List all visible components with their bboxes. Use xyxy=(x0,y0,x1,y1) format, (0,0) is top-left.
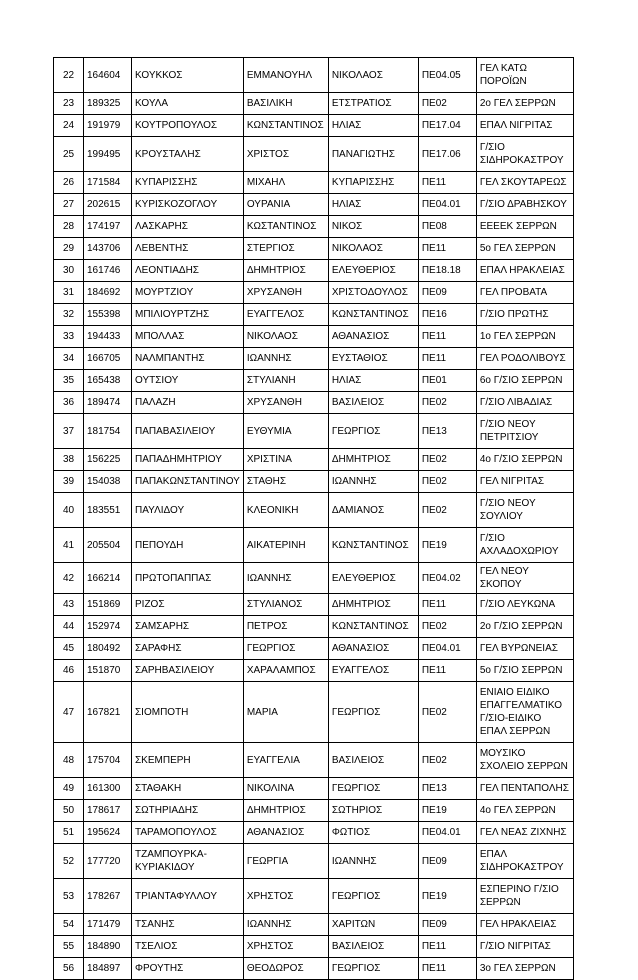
row-number: 38 xyxy=(54,449,84,471)
father-name-cell: ΓΕΩΡΓΙΟΣ xyxy=(328,958,418,980)
school-cell: ΕΠΑΛ ΣΙΔΗΡΟΚΑΣΤΡΟΥ xyxy=(476,844,573,879)
surname-cell: ΤΑΡΑΜΟΠΟΥΛΟΣ xyxy=(132,822,244,844)
specialty-cell: ΠΕ11 xyxy=(418,172,476,194)
specialty-cell: ΠΕ11 xyxy=(418,238,476,260)
school-cell: ΕΣΠΕΡΙΝΟ Γ/ΣΙΟ ΣΕΡΡΩΝ xyxy=(476,879,573,914)
surname-cell: ΣΤΑΘΑΚΗ xyxy=(132,778,244,800)
school-cell: Γ/ΣΙΟ ΝΕΟΥ ΣΟΥΛΙΟΥ xyxy=(476,493,573,528)
table-body xyxy=(54,58,574,980)
specialty-cell: ΠΕ02 xyxy=(418,616,476,638)
school-cell: 3ο ΓΕΛ ΣΕΡΡΩΝ xyxy=(476,958,573,980)
row-number: 51 xyxy=(54,822,84,844)
specialty-cell: ΠΕ02 xyxy=(418,93,476,115)
first-name-cell: ΕΥΑΓΓΕΛΟΣ xyxy=(243,304,328,326)
specialty-cell: ΠΕ11 xyxy=(418,958,476,980)
school-cell: ΓΕΛ ΡΟΔΟΛΙΒΟΥΣ xyxy=(476,348,573,370)
first-name-cell: ΚΛΕΟΝΙΚΗ xyxy=(243,493,328,528)
table-row xyxy=(54,778,574,800)
table-row xyxy=(54,844,574,879)
first-name-cell: ΧΡΗΣΤΟΣ xyxy=(243,936,328,958)
first-name-cell: ΑΙΚΑΤΕΡΙΝΗ xyxy=(243,528,328,563)
school-cell: ΓΕΛ ΝΕΟΥ ΣΚΟΠΟΥ xyxy=(476,563,573,594)
surname-cell: ΚΟΥΤΡΟΠΟΥΛΟΣ xyxy=(132,115,244,137)
row-number: 41 xyxy=(54,528,84,563)
registry-code: 189325 xyxy=(84,93,132,115)
table-row xyxy=(54,260,574,282)
table-row xyxy=(54,414,574,449)
father-name-cell: ΗΛΙΑΣ xyxy=(328,370,418,392)
father-name-cell: ΧΡΙΣΤΟΔΟΥΛΟΣ xyxy=(328,282,418,304)
table-row xyxy=(54,216,574,238)
father-name-cell: ΚΩΝΣΤΑΝΤΙΝΟΣ xyxy=(328,528,418,563)
row-number: 27 xyxy=(54,194,84,216)
table-row xyxy=(54,282,574,304)
specialty-cell: ΠΕ02 xyxy=(418,682,476,743)
first-name-cell: ΝΙΚΟΛΙΝΑ xyxy=(243,778,328,800)
specialty-cell: ΠΕ02 xyxy=(418,392,476,414)
first-name-cell: ΚΩΣΤΑΝΤΙΝΟΣ xyxy=(243,216,328,238)
registry-code: 155398 xyxy=(84,304,132,326)
table-row xyxy=(54,616,574,638)
specialty-cell: ΠΕ11 xyxy=(418,594,476,616)
first-name-cell: ΣΤΕΡΓΙΟΣ xyxy=(243,238,328,260)
table-row xyxy=(54,348,574,370)
surname-cell: ΝΑΛΜΠΑΝΤΗΣ xyxy=(132,348,244,370)
father-name-cell: ΓΕΩΡΓΙΟΣ xyxy=(328,414,418,449)
first-name-cell: ΓΕΩΡΓΙΑ xyxy=(243,844,328,879)
first-name-cell: ΟΥΡΑΝΙΑ xyxy=(243,194,328,216)
table-row xyxy=(54,493,574,528)
registry-code: 161300 xyxy=(84,778,132,800)
specialty-cell: ΠΕ19 xyxy=(418,528,476,563)
school-cell: 2ο ΓΕΛ ΣΕΡΡΩΝ xyxy=(476,93,573,115)
school-cell: 5ο Γ/ΣΙΟ ΣΕΡΡΩΝ xyxy=(476,660,573,682)
registry-code: 166705 xyxy=(84,348,132,370)
specialty-cell: ΠΕ09 xyxy=(418,914,476,936)
registry-code: 171584 xyxy=(84,172,132,194)
row-number: 47 xyxy=(54,682,84,743)
registry-code: 194433 xyxy=(84,326,132,348)
father-name-cell: ΚΩΝΣΤΑΝΤΙΝΟΣ xyxy=(328,616,418,638)
row-number: 40 xyxy=(54,493,84,528)
school-cell: Γ/ΣΙΟ ΛΕΥΚΩΝΑ xyxy=(476,594,573,616)
table-row xyxy=(54,58,574,93)
table-row xyxy=(54,326,574,348)
father-name-cell: ΕΛΕΥΘΕΡΙΟΣ xyxy=(328,563,418,594)
table-row xyxy=(54,93,574,115)
specialty-cell: ΠΕ11 xyxy=(418,660,476,682)
first-name-cell: ΚΩΝΣΤΑΝΤΙΝΟΣ xyxy=(243,115,328,137)
registry-code: 183551 xyxy=(84,493,132,528)
registry-code: 184890 xyxy=(84,936,132,958)
row-number: 33 xyxy=(54,326,84,348)
row-number: 22 xyxy=(54,58,84,93)
table-row xyxy=(54,936,574,958)
table-row xyxy=(54,172,574,194)
school-cell: Γ/ΣΙΟ ΠΡΩΤΗΣ xyxy=(476,304,573,326)
table-row xyxy=(54,449,574,471)
surname-cell: ΛΕΒΕΝΤΗΣ xyxy=(132,238,244,260)
school-cell: Γ/ΣΙΟ ΔΡΑΒΗΣΚΟΥ xyxy=(476,194,573,216)
first-name-cell: ΜΙΧΑΗΛ xyxy=(243,172,328,194)
school-cell: 2ο Γ/ΣΙΟ ΣΕΡΡΩΝ xyxy=(476,616,573,638)
father-name-cell: ΔΑΜΙΑΝΟΣ xyxy=(328,493,418,528)
surname-cell: ΣΑΡΗΒΑΣΙΛΕΙΟΥ xyxy=(132,660,244,682)
surname-cell: ΠΑΠΑΒΑΣΙΛΕΙΟΥ xyxy=(132,414,244,449)
first-name-cell: ΕΜΜΑΝΟΥΗΛ xyxy=(243,58,328,93)
table-row xyxy=(54,743,574,778)
registry-code: 189474 xyxy=(84,392,132,414)
specialty-cell: ΠΕ02 xyxy=(418,493,476,528)
father-name-cell: ΒΑΣΙΛΕΙΟΣ xyxy=(328,936,418,958)
row-number: 28 xyxy=(54,216,84,238)
surname-cell: ΚΟΥΚΚΟΣ xyxy=(132,58,244,93)
registry-code: 152974 xyxy=(84,616,132,638)
table-row xyxy=(54,115,574,137)
specialty-cell: ΠΕ11 xyxy=(418,326,476,348)
father-name-cell: ΔΗΜΗΤΡΙΟΣ xyxy=(328,449,418,471)
father-name-cell: ΑΘΑΝΑΣΙΟΣ xyxy=(328,638,418,660)
father-name-cell: ΙΩΑΝΝΗΣ xyxy=(328,471,418,493)
school-cell: ΕΠΑΛ ΗΡΑΚΛΕΙΑΣ xyxy=(476,260,573,282)
specialty-cell: ΠΕ01 xyxy=(418,370,476,392)
table-row xyxy=(54,471,574,493)
first-name-cell: ΔΗΜΗΤΡΙΟΣ xyxy=(243,800,328,822)
registry-code: 178267 xyxy=(84,879,132,914)
specialty-cell: ΠΕ02 xyxy=(418,743,476,778)
father-name-cell: ΗΛΙΑΣ xyxy=(328,194,418,216)
father-name-cell: ΓΕΩΡΓΙΟΣ xyxy=(328,879,418,914)
father-name-cell: ΝΙΚΟΛΑΟΣ xyxy=(328,58,418,93)
school-cell: 4ο ΓΕΛ ΣΕΡΡΩΝ xyxy=(476,800,573,822)
school-cell: ΓΕΛ ΠΕΝΤΑΠΟΛΗΣ xyxy=(476,778,573,800)
surname-cell: ΛΕΟΝΤΙΑΔΗΣ xyxy=(132,260,244,282)
specialty-cell: ΠΕ09 xyxy=(418,844,476,879)
school-cell: 6ο Γ/ΣΙΟ ΣΕΡΡΩΝ xyxy=(476,370,573,392)
father-name-cell: ΕΥΣΤΑΘΙΟΣ xyxy=(328,348,418,370)
specialty-cell: ΠΕ08 xyxy=(418,216,476,238)
registry-code: 151870 xyxy=(84,660,132,682)
row-number: 53 xyxy=(54,879,84,914)
school-cell: ΕΝΙΑΙΟ ΕΙΔΙΚΟ ΕΠΑΓΓΕΛΜΑΤΙΚΟ Γ/ΣΙΟ-ΕΙΔΙΚΟ ΕΠΑΛ ΣΕΡΡΩΝ xyxy=(476,682,573,743)
first-name-cell: ΝΙΚΟΛΑΟΣ xyxy=(243,326,328,348)
first-name-cell: ΙΩΑΝΝΗΣ xyxy=(243,563,328,594)
surname-cell: ΠΑΠΑΔΗΜΗΤΡΙΟΥ xyxy=(132,449,244,471)
school-cell: ΓΕΛ ΒΥΡΩΝΕΙΑΣ xyxy=(476,638,573,660)
row-number: 36 xyxy=(54,392,84,414)
school-cell: ΕΕΕΕΚ ΣΕΡΡΩΝ xyxy=(476,216,573,238)
surname-cell: ΠΑΛΑΖΗ xyxy=(132,392,244,414)
registry-code: 164604 xyxy=(84,58,132,93)
father-name-cell: ΒΑΣΙΛΕΙΟΣ xyxy=(328,392,418,414)
specialty-cell: ΠΕ17.06 xyxy=(418,137,476,172)
surname-cell: ΜΠΟΛΛΑΣ xyxy=(132,326,244,348)
surname-cell: ΡΙΖΟΣ xyxy=(132,594,244,616)
row-number: 23 xyxy=(54,93,84,115)
row-number: 56 xyxy=(54,958,84,980)
school-cell: ΓΕΛ ΚΑΤΩ ΠΟΡΟΪΩΝ xyxy=(476,58,573,93)
registry-code: 205504 xyxy=(84,528,132,563)
registry-code: 154038 xyxy=(84,471,132,493)
specialty-cell: ΠΕ18.18 xyxy=(418,260,476,282)
school-cell: Γ/ΣΙΟ ΛΙΒΑΔΙΑΣ xyxy=(476,392,573,414)
specialty-cell: ΠΕ04.05 xyxy=(418,58,476,93)
father-name-cell: ΕΛΕΥΘΕΡΙΟΣ xyxy=(328,260,418,282)
table-row xyxy=(54,800,574,822)
surname-cell: ΚΡΟΥΣΤΑΛΗΣ xyxy=(132,137,244,172)
first-name-cell: ΣΤΑΘΗΣ xyxy=(243,471,328,493)
registry-code: 199495 xyxy=(84,137,132,172)
surname-cell: ΤΣΑΝΗΣ xyxy=(132,914,244,936)
father-name-cell: ΓΕΩΡΓΙΟΣ xyxy=(328,682,418,743)
row-number: 29 xyxy=(54,238,84,260)
first-name-cell: ΜΑΡΙΑ xyxy=(243,682,328,743)
father-name-cell: ΓΕΩΡΓΙΟΣ xyxy=(328,778,418,800)
registry-code: 184692 xyxy=(84,282,132,304)
specialty-cell: ΠΕ19 xyxy=(418,879,476,914)
table-row xyxy=(54,304,574,326)
registry-code: 202615 xyxy=(84,194,132,216)
registry-code: 178617 xyxy=(84,800,132,822)
specialty-cell: ΠΕ11 xyxy=(418,936,476,958)
father-name-cell: ΚΥΠΑΡΙΣΣΗΣ xyxy=(328,172,418,194)
father-name-cell: ΠΑΝΑΓΙΩΤΗΣ xyxy=(328,137,418,172)
registry-code: 175704 xyxy=(84,743,132,778)
row-number: 50 xyxy=(54,800,84,822)
first-name-cell: ΧΑΡΑΛΑΜΠΟΣ xyxy=(243,660,328,682)
father-name-cell: ΦΩΤΙΟΣ xyxy=(328,822,418,844)
school-cell: ΓΕΛ ΠΡΟΒΑΤΑ xyxy=(476,282,573,304)
row-number: 39 xyxy=(54,471,84,493)
first-name-cell: ΔΗΜΗΤΡΙΟΣ xyxy=(243,260,328,282)
row-number: 46 xyxy=(54,660,84,682)
registry-code: 167821 xyxy=(84,682,132,743)
father-name-cell: ΝΙΚΟΣ xyxy=(328,216,418,238)
first-name-cell: ΧΡΙΣΤΙΝΑ xyxy=(243,449,328,471)
row-number: 32 xyxy=(54,304,84,326)
surname-cell: ΠΡΩΤΟΠΑΠΠΑΣ xyxy=(132,563,244,594)
surname-cell: ΚΟΥΛΑ xyxy=(132,93,244,115)
father-name-cell: ΙΩΑΝΝΗΣ xyxy=(328,844,418,879)
row-number: 37 xyxy=(54,414,84,449)
row-number: 49 xyxy=(54,778,84,800)
registry-code: 143706 xyxy=(84,238,132,260)
school-cell: Γ/ΣΙΟ ΑΧΛΑΔΟΧΩΡΙΟΥ xyxy=(476,528,573,563)
school-cell: ΓΕΛ ΗΡΑΚΛΕΙΑΣ xyxy=(476,914,573,936)
registry-code: 166214 xyxy=(84,563,132,594)
surname-cell: ΟΥΤΣΙΟΥ xyxy=(132,370,244,392)
teachers-table xyxy=(53,57,574,980)
row-number: 30 xyxy=(54,260,84,282)
row-number: 25 xyxy=(54,137,84,172)
registry-code: 184897 xyxy=(84,958,132,980)
surname-cell: ΤΡΙΑΝΤΑΦΥΛΛΟΥ xyxy=(132,879,244,914)
father-name-cell: ΧΑΡΙΤΩΝ xyxy=(328,914,418,936)
specialty-cell: ΠΕ02 xyxy=(418,471,476,493)
row-number: 44 xyxy=(54,616,84,638)
table-row xyxy=(54,638,574,660)
surname-cell: ΛΑΣΚΑΡΗΣ xyxy=(132,216,244,238)
surname-cell: ΣΚΕΜΠΕΡΗ xyxy=(132,743,244,778)
row-number: 24 xyxy=(54,115,84,137)
surname-cell: ΣΑΜΣΑΡΗΣ xyxy=(132,616,244,638)
first-name-cell: ΕΥΘΥΜΙΑ xyxy=(243,414,328,449)
specialty-cell: ΠΕ04.02 xyxy=(418,563,476,594)
row-number: 48 xyxy=(54,743,84,778)
surname-cell: ΠΑΠΑΚΩΝΣΤΑΝΤΙΝΟΥ xyxy=(132,471,244,493)
row-number: 45 xyxy=(54,638,84,660)
row-number: 43 xyxy=(54,594,84,616)
school-cell: ΓΕΛ ΝΕΑΣ ΖΙΧΝΗΣ xyxy=(476,822,573,844)
registry-code: 174197 xyxy=(84,216,132,238)
surname-cell: ΠΕΠΟΥΔΗ xyxy=(132,528,244,563)
row-number: 26 xyxy=(54,172,84,194)
surname-cell: ΜΠΙΛΙΟΥΡΤΖΗΣ xyxy=(132,304,244,326)
specialty-cell: ΠΕ11 xyxy=(418,348,476,370)
specialty-cell: ΠΕ17.04 xyxy=(418,115,476,137)
father-name-cell: ΕΥΑΓΓΕΛΟΣ xyxy=(328,660,418,682)
surname-cell: ΤΣΕΛΙΟΣ xyxy=(132,936,244,958)
first-name-cell: ΣΤΥΛΙΑΝΗ xyxy=(243,370,328,392)
specialty-cell: ΠΕ13 xyxy=(418,414,476,449)
school-cell: ΓΕΛ ΝΙΓΡΙΤΑΣ xyxy=(476,471,573,493)
table-row xyxy=(54,137,574,172)
surname-cell: ΤΖΑΜΠΟΥΡΚΑ-ΚΥΡΙΑΚΙΔΟΥ xyxy=(132,844,244,879)
specialty-cell: ΠΕ02 xyxy=(418,449,476,471)
table-row xyxy=(54,879,574,914)
first-name-cell: ΕΥΑΓΓΕΛΙΑ xyxy=(243,743,328,778)
specialty-cell: ΠΕ13 xyxy=(418,778,476,800)
surname-cell: ΣΑΡΑΦΗΣ xyxy=(132,638,244,660)
school-cell: Γ/ΣΙΟ ΣΙΔΗΡΟΚΑΣΤΡΟΥ xyxy=(476,137,573,172)
first-name-cell: ΙΩΑΝΝΗΣ xyxy=(243,348,328,370)
surname-cell: ΚΥΡΙΣΚΟΖΟΓΛΟΥ xyxy=(132,194,244,216)
table-row xyxy=(54,392,574,414)
table-row xyxy=(54,682,574,743)
table-row xyxy=(54,822,574,844)
registry-code: 191979 xyxy=(84,115,132,137)
school-cell: ΓΕΛ ΣΚΟΥΤΑΡΕΩΣ xyxy=(476,172,573,194)
registry-code: 177720 xyxy=(84,844,132,879)
school-cell: Γ/ΣΙΟ ΝΕΟΥ ΠΕΤΡΙΤΣΙΟΥ xyxy=(476,414,573,449)
specialty-cell: ΠΕ09 xyxy=(418,282,476,304)
first-name-cell: ΑΘΑΝΑΣΙΟΣ xyxy=(243,822,328,844)
father-name-cell: ΣΩΤΗΡΙΟΣ xyxy=(328,800,418,822)
surname-cell: ΣΙΟΜΠΟΤΗ xyxy=(132,682,244,743)
registry-code: 156225 xyxy=(84,449,132,471)
first-name-cell: ΒΑΣΙΛΙΚΗ xyxy=(243,93,328,115)
registry-code: 171479 xyxy=(84,914,132,936)
table-row xyxy=(54,370,574,392)
first-name-cell: ΓΕΩΡΓΙΟΣ xyxy=(243,638,328,660)
first-name-cell: ΙΩΑΝΝΗΣ xyxy=(243,914,328,936)
surname-cell: ΣΩΤΗΡΙΑΔΗΣ xyxy=(132,800,244,822)
school-cell: 5ο ΓΕΛ ΣΕΡΡΩΝ xyxy=(476,238,573,260)
specialty-cell: ΠΕ19 xyxy=(418,800,476,822)
specialty-cell: ΠΕ04.01 xyxy=(418,822,476,844)
father-name-cell: ΝΙΚΟΛΑΟΣ xyxy=(328,238,418,260)
registry-code: 181754 xyxy=(84,414,132,449)
first-name-cell: ΧΡΥΣΑΝΘΗ xyxy=(243,282,328,304)
row-number: 35 xyxy=(54,370,84,392)
registry-code: 161746 xyxy=(84,260,132,282)
first-name-cell: ΠΕΤΡΟΣ xyxy=(243,616,328,638)
table-row xyxy=(54,238,574,260)
first-name-cell: ΧΡΥΣΑΝΘΗ xyxy=(243,392,328,414)
first-name-cell: ΧΡΙΣΤΟΣ xyxy=(243,137,328,172)
table-row xyxy=(54,958,574,980)
specialty-cell: ΠΕ16 xyxy=(418,304,476,326)
school-cell: Γ/ΣΙΟ ΝΙΓΡΙΤΑΣ xyxy=(476,936,573,958)
row-number: 54 xyxy=(54,914,84,936)
table-row xyxy=(54,660,574,682)
school-cell: 4ο Γ/ΣΙΟ ΣΕΡΡΩΝ xyxy=(476,449,573,471)
father-name-cell: ΗΛΙΑΣ xyxy=(328,115,418,137)
table-row xyxy=(54,914,574,936)
first-name-cell: ΘΕΟΔΩΡΟΣ xyxy=(243,958,328,980)
surname-cell: ΚΥΠΑΡΙΣΣΗΣ xyxy=(132,172,244,194)
specialty-cell: ΠΕ04.01 xyxy=(418,638,476,660)
registry-code: 151869 xyxy=(84,594,132,616)
table-row xyxy=(54,594,574,616)
school-cell: 1ο ΓΕΛ ΣΕΡΡΩΝ xyxy=(476,326,573,348)
row-number: 52 xyxy=(54,844,84,879)
row-number: 34 xyxy=(54,348,84,370)
table-row xyxy=(54,563,574,594)
row-number: 31 xyxy=(54,282,84,304)
first-name-cell: ΧΡΗΣΤΟΣ xyxy=(243,879,328,914)
specialty-cell: ΠΕ04.01 xyxy=(418,194,476,216)
registry-code: 165438 xyxy=(84,370,132,392)
father-name-cell: ΑΘΑΝΑΣΙΟΣ xyxy=(328,326,418,348)
table-row xyxy=(54,528,574,563)
father-name-cell: ΚΩΝΣΤΑΝΤΙΝΟΣ xyxy=(328,304,418,326)
school-cell: ΕΠΑΛ ΝΙΓΡΙΤΑΣ xyxy=(476,115,573,137)
school-cell: ΜΟΥΣΙΚΟ ΣΧΟΛΕΙΟ ΣΕΡΡΩΝ xyxy=(476,743,573,778)
surname-cell: ΠΑΥΛΙΔΟΥ xyxy=(132,493,244,528)
table-row xyxy=(54,194,574,216)
surname-cell: ΦΡΟΥΤΗΣ xyxy=(132,958,244,980)
father-name-cell: ΒΑΣΙΛΕΙΟΣ xyxy=(328,743,418,778)
registry-code: 195624 xyxy=(84,822,132,844)
registry-code: 180492 xyxy=(84,638,132,660)
row-number: 55 xyxy=(54,936,84,958)
row-number: 42 xyxy=(54,563,84,594)
father-name-cell: ΕΤΣΤΡΑΤΙΟΣ xyxy=(328,93,418,115)
first-name-cell: ΣΤΥΛΙΑΝΟΣ xyxy=(243,594,328,616)
surname-cell: ΜΟΥΡΤΖΙΟΥ xyxy=(132,282,244,304)
father-name-cell: ΔΗΜΗΤΡΙΟΣ xyxy=(328,594,418,616)
